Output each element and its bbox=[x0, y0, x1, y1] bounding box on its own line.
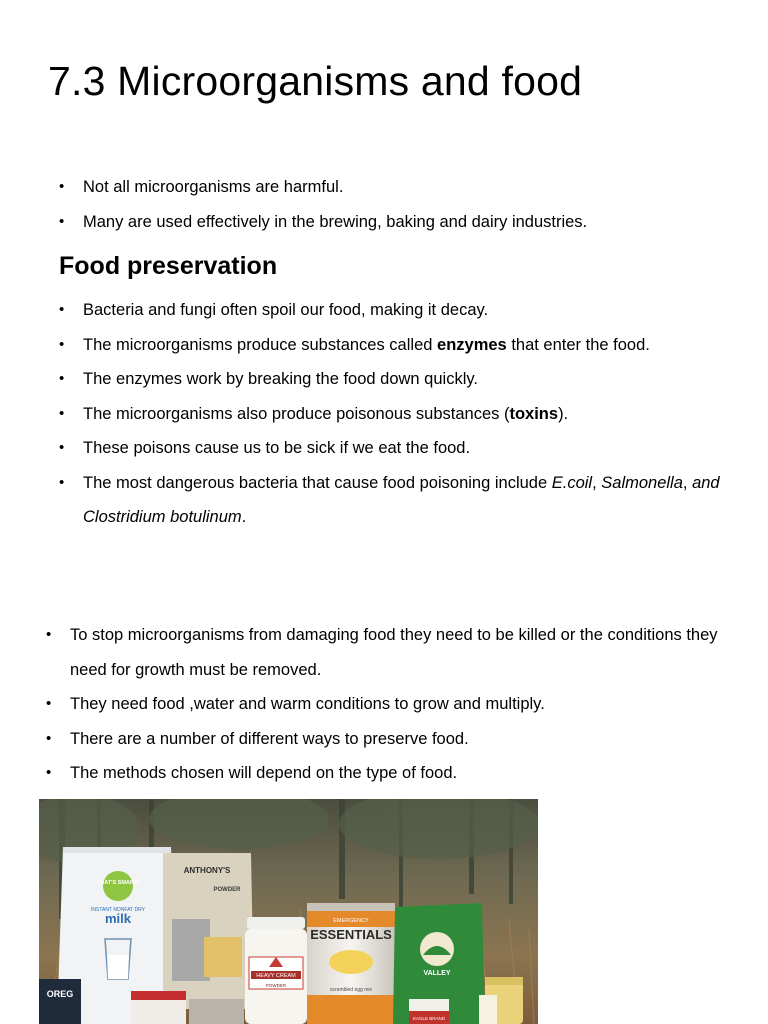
milk-label: milk bbox=[104, 911, 132, 926]
oreg-label: OREG bbox=[46, 989, 74, 999]
toxins-term: toxins bbox=[509, 404, 559, 423]
list-item-text: The microorganisms produce substances called bbox=[83, 335, 438, 354]
list-item-text: The microorganisms also produce poisonous substances ( bbox=[83, 404, 510, 423]
list-item: • The enzymes work by breaking the food down quickly. bbox=[83, 362, 733, 397]
valley-label: VALLEY bbox=[423, 970, 451, 977]
list-item: • Many are used effectively in the brewing, baking and dairy industries. bbox=[83, 205, 733, 240]
list-item: • These poisons cause us to be sick if we eat the food. bbox=[83, 431, 733, 466]
valley-bag bbox=[393, 903, 485, 1024]
page-title: 7.3 Microorganisms and food bbox=[48, 58, 583, 104]
ecoli-term: E.coil bbox=[551, 473, 593, 492]
clostridium-term: and Clostridium botulinum bbox=[83, 473, 720, 526]
preservation-list bbox=[83, 293, 733, 535]
essentials-subtitle: scrambled egg mix bbox=[330, 987, 372, 993]
essentials-label: ESSENTIALS bbox=[310, 927, 392, 942]
anthonys-bag bbox=[163, 853, 254, 1009]
list-item bbox=[83, 397, 733, 432]
food-storage-photo bbox=[39, 799, 538, 1024]
list-item: • The methods chosen will depend on the type of food. bbox=[70, 756, 740, 791]
right-jars bbox=[479, 977, 523, 1024]
intro-list bbox=[83, 170, 733, 239]
list-item-text: that enter the food. bbox=[506, 335, 650, 354]
methods-list bbox=[70, 618, 740, 791]
enzymes-term: enzymes bbox=[437, 335, 507, 354]
list-item-text: The most dangerous bacteria that cause food poisoning include bbox=[83, 473, 552, 492]
milk-brand: THAT'S SMART! bbox=[96, 880, 140, 886]
list-item: • Not all microorganisms are harmful. bbox=[83, 170, 733, 205]
milk-subtitle: INSTANT NONFAT DRY bbox=[91, 907, 145, 913]
list-item: • To stop microorganisms from damaging food they need to be killed or the conditions they need for growth must be removed. bbox=[70, 618, 740, 687]
salmonella-term: Salmonella bbox=[601, 473, 683, 492]
list-item bbox=[83, 328, 733, 363]
eagle-label: EAGLE BRAND bbox=[412, 1016, 446, 1021]
list-item-text: ). bbox=[558, 404, 569, 423]
essentials-top: EMERGENCY bbox=[333, 918, 369, 924]
separator: , bbox=[592, 473, 602, 492]
anthonys-brand: ANTHONY'S bbox=[183, 866, 231, 875]
list-item-text: . bbox=[241, 508, 247, 526]
cream-subtitle: POWDER bbox=[265, 983, 287, 988]
cream-label: HEAVY CREAM bbox=[256, 973, 296, 979]
list-item bbox=[83, 466, 733, 535]
list-item: • There are a number of different ways to preserve food. bbox=[70, 722, 740, 757]
list-item: • They need food ,water and warm conditions to grow and multiply. bbox=[70, 687, 740, 722]
food-storage-illustration bbox=[39, 799, 538, 1024]
section-heading-food-preservation: Food preservation bbox=[59, 252, 278, 280]
list-item: • Bacteria and fungi often spoil our food, making it decay. bbox=[83, 293, 733, 328]
anthonys-label: POWDER bbox=[213, 887, 241, 893]
essentials-can bbox=[307, 903, 395, 1024]
separator: , bbox=[682, 473, 693, 492]
heavy-cream-jar bbox=[245, 917, 307, 1024]
